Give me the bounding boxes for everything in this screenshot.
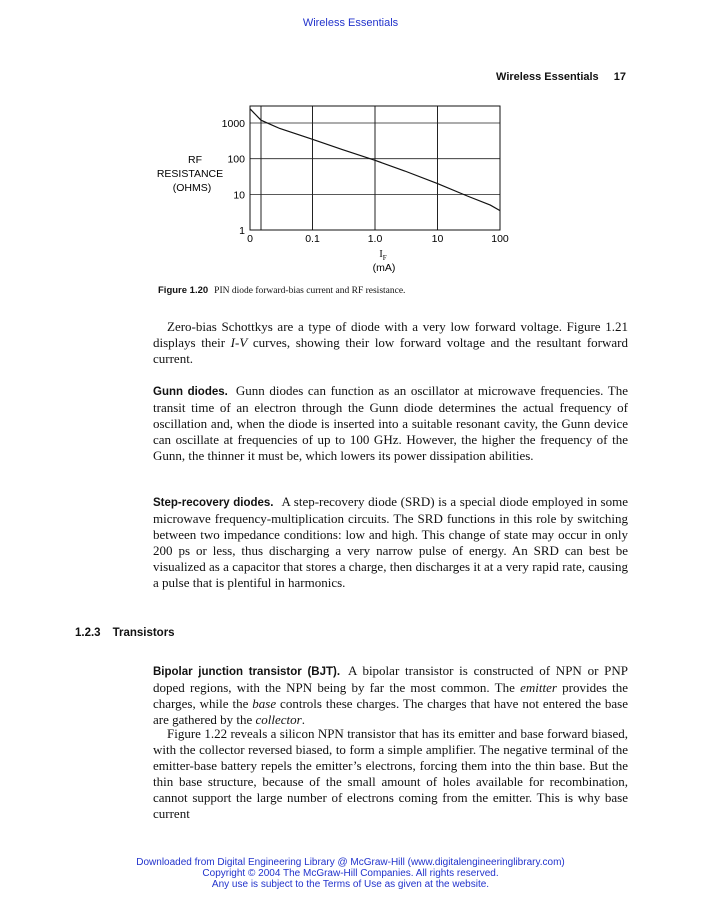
y-axis-label-line: (OHMS) [172,182,212,194]
paragraph-npn: Figure 1.22 reveals a silicon NPN transistor that has its emitter and base forward biased, with the collector reversed biased, to form a simple amplifier. The negative terminal of the emitter-base battery repels the emitter’s electrons, forcing them into the thin base. But the thin base structure, because of the small amount of holes available for recombination, cannot support the large number of electrons coming from the emitter. This is why base current [153,726,628,821]
rf-resistance-chart [150,100,530,280]
chart-grid [250,106,500,230]
paragraph-schottky: Zero-bias Schottkys are a type of diode with a very low forward voltage. Figure 1.21 displays their I-V curves, showing their low forward voltage and the resultant forward current. [153,319,628,366]
x-axis-label-symbol: $I_F$ [379,249,387,262]
y-tick-label: 1000 [221,118,245,131]
running-title: Wireless Essentials [496,71,599,83]
x-tick-label: 1.0 [367,233,383,245]
y-tick-labels [222,118,246,237]
top-banner: Wireless Essentials [302,17,399,29]
x-tick-label: 10 [431,233,444,245]
figure-caption [158,285,405,296]
y-axis-label-line: RESISTANCE [156,168,224,180]
x-tick-label: 100 [491,233,509,245]
section-heading [75,627,175,639]
x-tick-label: 0 [247,233,253,245]
page-number: 17 [613,71,626,83]
footer-copyright-line: Copyright © 2004 The McGraw-Hill Companies. All rights reserved. [202,868,499,879]
paragraph-gunn: Gunn diodes. Gunn diodes can function as an oscillator at microwave frequencies. The transit time of an electron through the Gunn diode determines the actual frequency of oscillation and, when the diode is inserted into a suitable resonant cavity, the Gunn device can oscillate at frequencies of up to 100 GHz. However, the higher the frequency of the Gunn, the thinner it must be, which lowers its power dissipation abilities. [153,383,628,463]
footer-download-line: Downloaded from Digital Engineering Library @ McGraw-Hill (www.digitalengineeringlibrary.com) [136,857,565,868]
y-axis-label [157,154,223,194]
y-tick-label: 100 [227,153,245,166]
y-tick-label: 10 [233,189,245,202]
figure-label: Figure 1.20 [158,285,209,296]
running-head [496,71,626,83]
section-number: 1.2.3 [75,627,101,639]
x-tick-labels [247,233,509,245]
gunn-heading: Gunn diodes. [153,386,228,398]
figure-caption-text: PIN diode forward-bias current and RF resistance. [214,286,406,296]
section-title: Transistors [112,627,175,639]
paragraph-bjt: Bipolar junction transistor (BJT). A bipolar transistor is constructed of NPN or PNP doped regions, with the NPN being by far the most common. The emitter provides the charges, while the base controls these charges. The charges that have not entered the base are gathered by the collector. [153,663,629,727]
footer-terms-line: Any use is subject to the Terms of Use as given at the website. [211,879,490,890]
srd-heading: Step-recovery diodes. [153,497,274,509]
x-tick-label: 0.1 [305,233,320,245]
x-axis-label-units: (mA) [372,262,396,274]
x-axis-label [373,249,396,274]
y-axis-label-line: RF [188,154,202,166]
paragraph-srd: Step-recovery diodes. A step-recovery diode (SRD) is a special diode employed in some microwave frequency-multiplication circuits. The SRD functions in this role by switching between two impedance conditions: low and high. This change of state may occur in only 200 ps or less, thus discharging a very narrow pulse of energy. An SRD can best be visualized as a capacitor that stores a charge, then discharges it at a very rapid rate, causing a pulse that is plentiful in harmonics. [153,494,628,590]
bjt-heading: Bipolar junction transistor (BJT). [153,666,341,678]
y-tick-label: 1 [239,225,245,237]
footer [0,857,701,890]
